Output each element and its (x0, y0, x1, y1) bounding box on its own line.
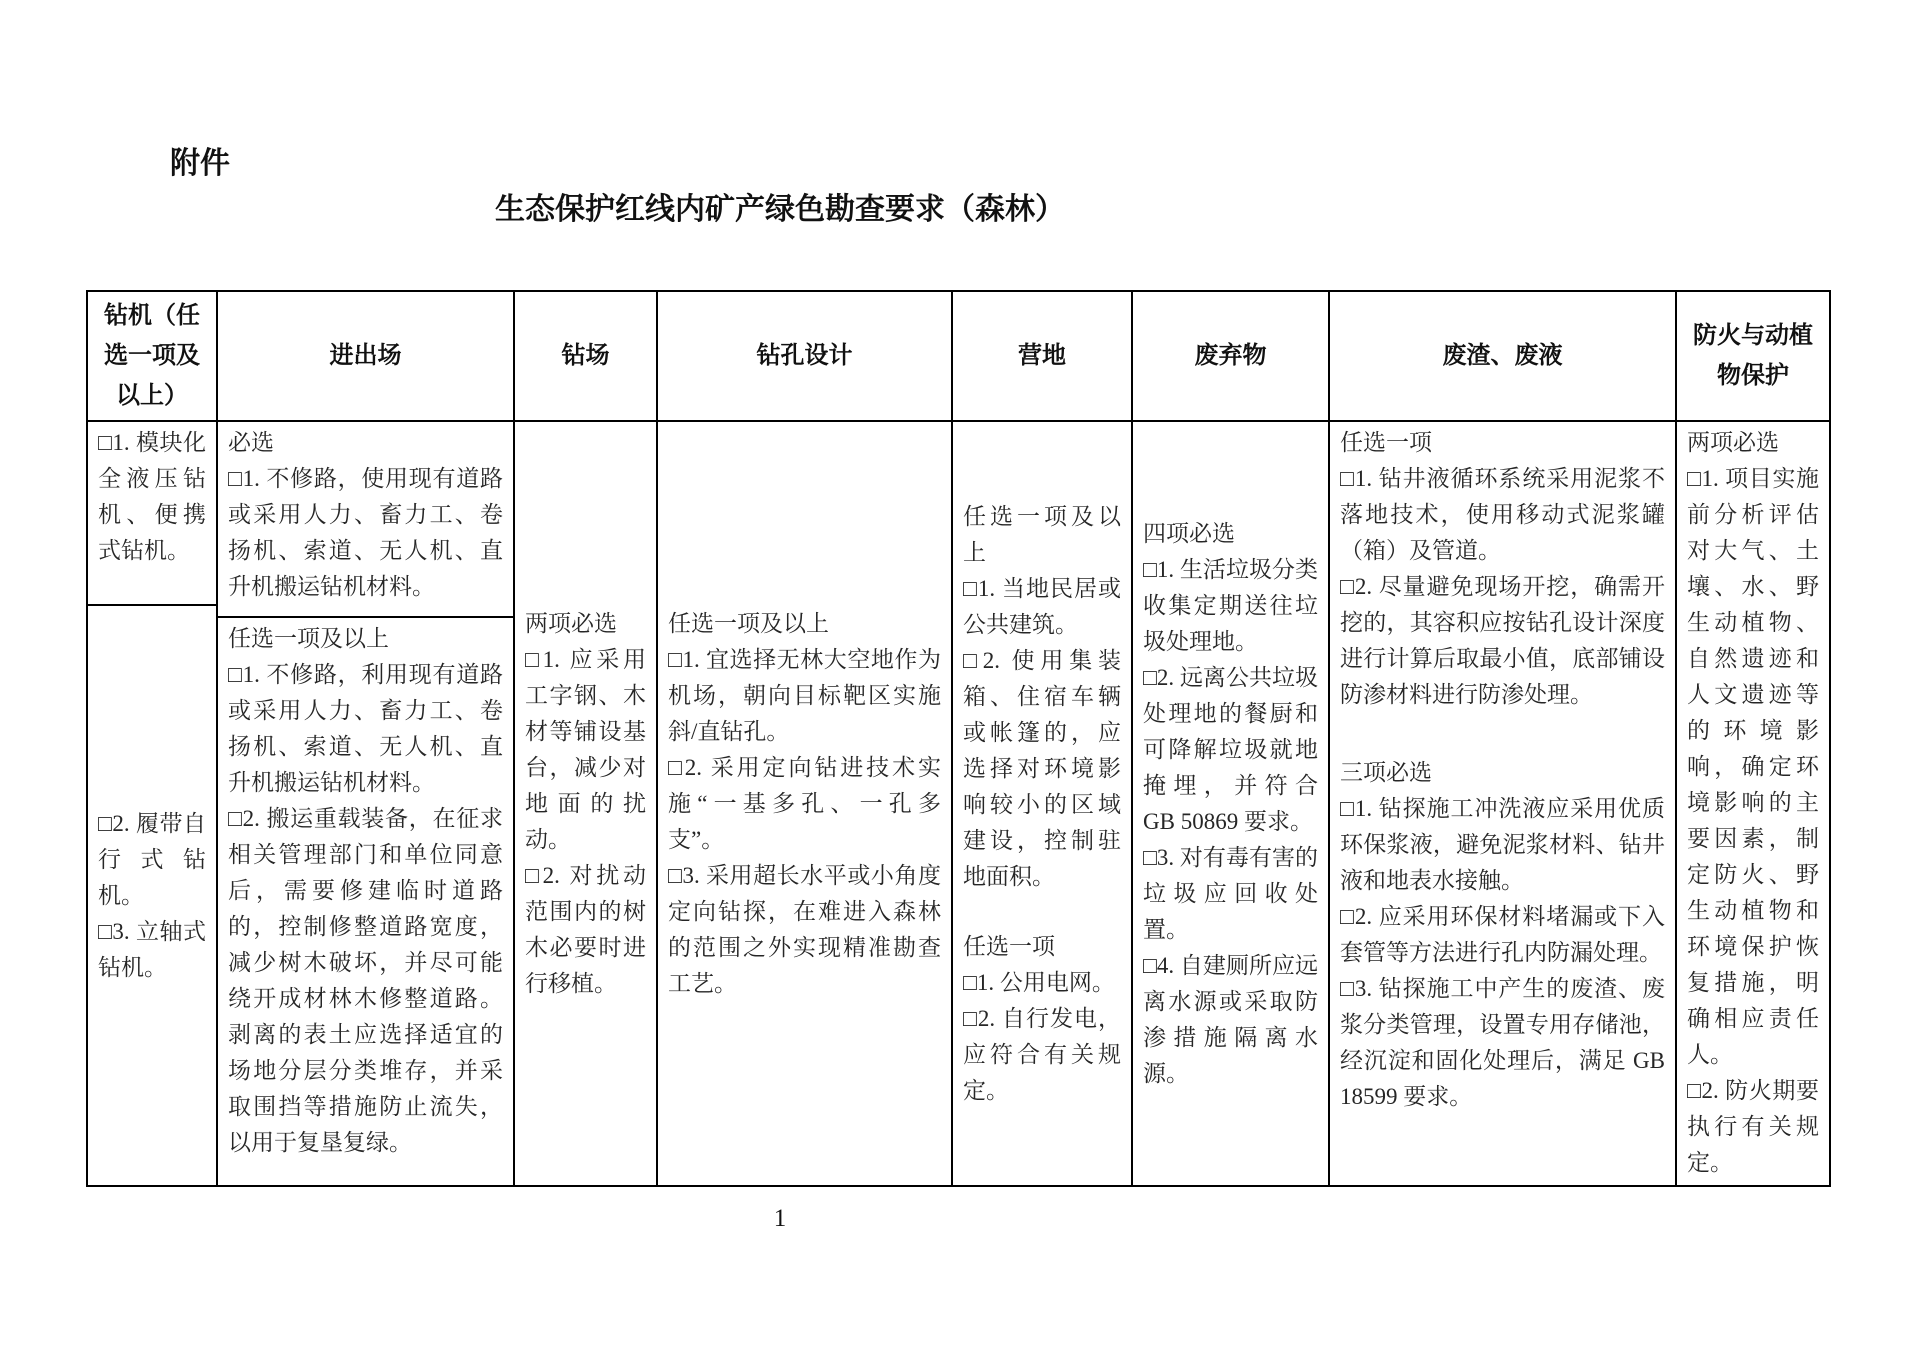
header-borehole-design: 钻孔设计 (658, 292, 953, 422)
paragraph: □1. 不修路，利用现有道路或采用人力、畜力工、卷扬机、索道、无人机、直升机搬运钻机材料。 (228, 662, 503, 795)
cell-drill-rig-row2 (88, 606, 216, 1185)
header-waste: 废弃物 (1133, 292, 1330, 422)
slag-fluid-required-block (1340, 755, 1665, 1115)
requirements-table (86, 290, 1831, 1187)
camp-power-block (963, 929, 1121, 1109)
paragraph: □2. 尽量避免现场开挖，确需开挖的，其容积应按钻孔设计深度进行计算后取最小值，底部铺设防渗材料进行防渗处理。 (1340, 574, 1665, 707)
paragraph: □2. 应采用环保材料堵漏或下入套管等方法进行孔内防漏处理。 (1340, 904, 1665, 965)
page-title: 生态保护红线内矿产绿色勘查要求（森林） (495, 193, 1065, 226)
paragraph: □2. 搬运重载装备，在征求相关管理部门和单位同意后，需要修建临时道路的，控制修整道路宽度，减少树木破坏，并尽可能绕开成材林木修整道路。剥离的表土应选择适宜的场地分层分类堆存，并采取围挡等措施防止流失，以用于复垦复绿。 (228, 806, 503, 1155)
paragraph: □1. 不修路，使用现有道路或采用人力、畜力工、卷扬机、索道、无人机、直升机搬运钻机材料。 (228, 466, 503, 599)
paragraph: □2. 对扰动范围内的树木必要时进行移植。 (525, 862, 646, 996)
header-fire-protection: 防火与动植物保护 (1677, 292, 1829, 422)
paragraph: 三项必选 (1340, 760, 1432, 785)
header-camp: 营地 (953, 292, 1133, 422)
paragraph: □2. 使用集装箱、住宿车辆或帐篷的，应选择对环境影响较小的区域建设，控制驻地面积。 (963, 647, 1121, 889)
paragraph: □1. 项目实施前分析评估对大气、土壤、水、野生动植物、自然遗迹和人文遗迹等的环境影响，确定环境影响的主要因素，制定防火、野生动植物和环境保护恢复措施，明确相应责任人。 (1687, 466, 1819, 1067)
column-slag-fluid (1330, 422, 1677, 1185)
cell-camp (953, 422, 1131, 1185)
cell-site-access-row1 (218, 422, 513, 618)
camp-housing-block (963, 499, 1121, 895)
paragraph: 四项必选 (1143, 520, 1235, 546)
paragraph: 必选 (228, 430, 274, 455)
paragraph: □1. 当地民居或公共建筑。 (963, 575, 1121, 637)
paragraph: □3. 立轴式钻机。 (98, 918, 206, 980)
paragraph: □2. 远离公共垃圾处理地的餐厨和可降解垃圾就地掩埋，并符合 GB 50869 要求。 (1143, 664, 1318, 834)
paragraph: □1. 宜选择无林大空地作为机场，朝向目标靶区实施斜/直钻孔。 (668, 646, 941, 744)
header-drill-site: 钻场 (515, 292, 658, 422)
paragraph: □3. 钻探施工中产生的废渣、废浆分类管理，设置专用存储池，经沉淀和固化处理后，满足 GB 18599 要求。 (1340, 976, 1665, 1109)
cell-site-access-row2 (218, 618, 513, 1185)
paragraph: 任选一项 (1340, 430, 1432, 455)
paragraph: □1. 钻探施工冲洗液应采用优质环保浆液，避免泥浆材料、钻井液和地表水接触。 (1340, 796, 1665, 893)
cell-fire-protection (1677, 422, 1829, 1185)
paragraph: 任选一项及以上 (963, 503, 1121, 565)
attachment-label: 附件 (170, 147, 230, 180)
paragraph: 任选一项及以上 (668, 610, 829, 636)
paragraph: □2. 自行发电，应符合有关规定。 (963, 1005, 1121, 1103)
paragraph: □1. 钻井液循环系统采用泥浆不落地技术，使用移动式泥浆罐（箱）及管道。 (1340, 466, 1665, 563)
slag-fluid-optional-block (1340, 425, 1665, 713)
column-borehole-design (658, 422, 953, 1185)
paragraph: □2. 采用定向钻进技术实施“一基多孔、一孔多支”。 (668, 754, 941, 852)
cell-borehole-design (658, 422, 951, 1185)
paragraph: □1. 生活垃圾分类收集定期送往垃圾处理地。 (1143, 556, 1318, 654)
column-fire-protection (1677, 422, 1829, 1185)
paragraph: 任选一项及以上 (228, 626, 389, 651)
paragraph: □2. 履带自行式钻机。 (98, 810, 206, 908)
cell-drill-rig-row1 (88, 422, 216, 606)
header-slag-fluid: 废渣、废液 (1330, 292, 1677, 422)
paragraph: 两项必选 (525, 610, 617, 636)
column-waste (1133, 422, 1330, 1185)
paragraph: 任选一项 (963, 933, 1055, 959)
column-drill-rig (88, 422, 218, 1185)
cell-slag-fluid (1330, 422, 1675, 1185)
paragraph: □2. 防火期要执行有关规定。 (1687, 1078, 1819, 1175)
cell-waste (1133, 422, 1328, 1185)
paragraph: □3. 对有毒有害的垃圾应回收处置。 (1143, 844, 1318, 942)
paragraph: □4. 自建厕所应远离水源或采取防渗措施隔离水源。 (1143, 952, 1318, 1086)
header-site-access: 进出场 (218, 292, 515, 422)
paragraph: □1. 公用电网。 (963, 969, 1115, 995)
paragraph: □1. 应采用工字钢、木材等铺设基台，减少对地面的扰动。 (525, 646, 646, 852)
paragraph: □1. 模块化全液压钻机、便携式钻机。 (98, 430, 206, 563)
column-camp (953, 422, 1133, 1185)
column-site-access (218, 422, 515, 1185)
cell-drill-site (515, 422, 656, 1185)
column-drill-site (515, 422, 658, 1185)
header-drill-rig: 钻机（任选一项及以上） (88, 292, 218, 422)
paragraph: □3. 采用超长水平或小角度定向钻探，在难进入森林的范围之外实现精准勘查工艺。 (668, 862, 941, 996)
paragraph: 两项必选 (1687, 430, 1779, 455)
page-number: 1 (773, 1205, 787, 1232)
